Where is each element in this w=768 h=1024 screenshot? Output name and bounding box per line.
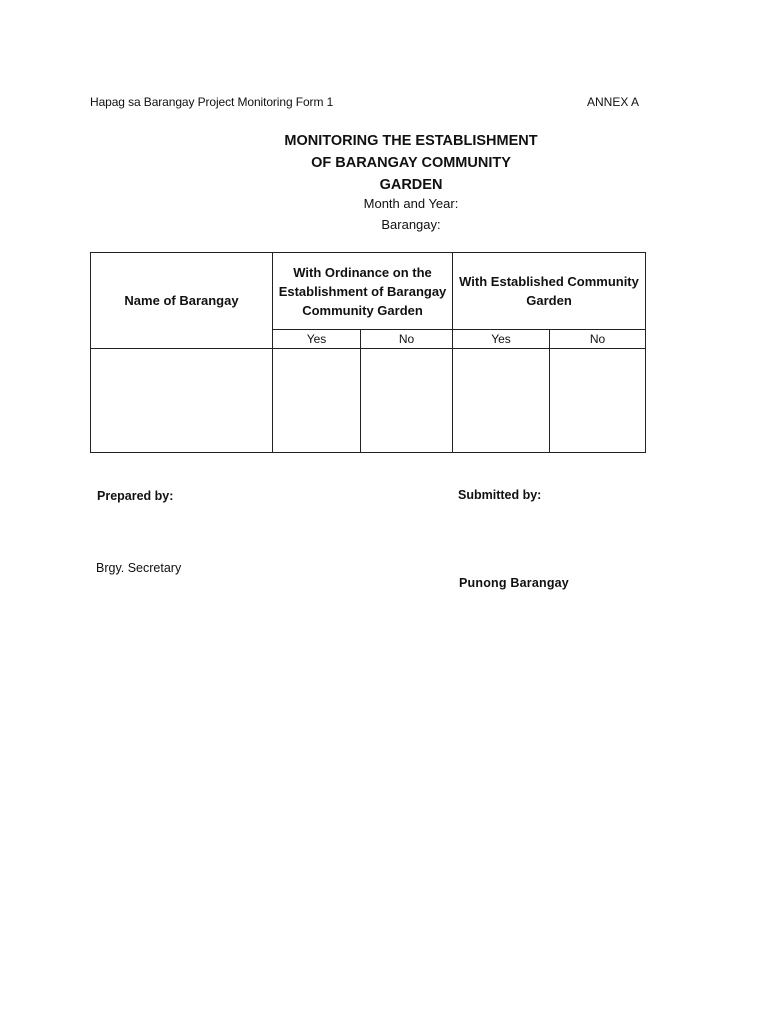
cell-ordinance-no[interactable] (361, 349, 453, 453)
title-line-1: MONITORING THE ESTABLISHMENT (284, 133, 538, 149)
cell-garden-no[interactable] (550, 349, 646, 453)
header-with-ordinance: With Ordinance on the Establishment of Barangay Community Garden (273, 253, 453, 330)
document-title (0, 130, 768, 196)
submitter-title: Punong Barangay (459, 576, 569, 590)
header-name-of-barangay: Name of Barangay (91, 253, 273, 349)
barangay-label: Barangay: (381, 217, 441, 232)
header-with-garden: With Established Community Garden (453, 253, 646, 330)
title-line-3: GARDEN (379, 177, 443, 193)
subheader-garden-yes: Yes (453, 330, 550, 349)
month-year-label: Month and Year: (363, 196, 459, 211)
preparer-title: Brgy. Secretary (96, 561, 182, 575)
subheader-ordinance-yes: Yes (273, 330, 361, 349)
subheader-garden-no: No (550, 330, 646, 349)
cell-name-of-barangay[interactable] (91, 349, 273, 453)
cell-ordinance-yes[interactable] (273, 349, 361, 453)
monitoring-table (90, 252, 646, 453)
prepared-by-label: Prepared by: (97, 489, 174, 503)
annex-label: ANNEX A (587, 95, 640, 109)
subheader-ordinance-no: No (361, 330, 453, 349)
submitted-by-label: Submitted by: (458, 488, 542, 502)
form-label: Hapag sa Barangay Project Monitoring Form 1 (90, 95, 334, 109)
cell-garden-yes[interactable] (453, 349, 550, 453)
table-row (91, 349, 646, 453)
title-line-2: OF BARANGAY COMMUNITY (311, 155, 511, 171)
